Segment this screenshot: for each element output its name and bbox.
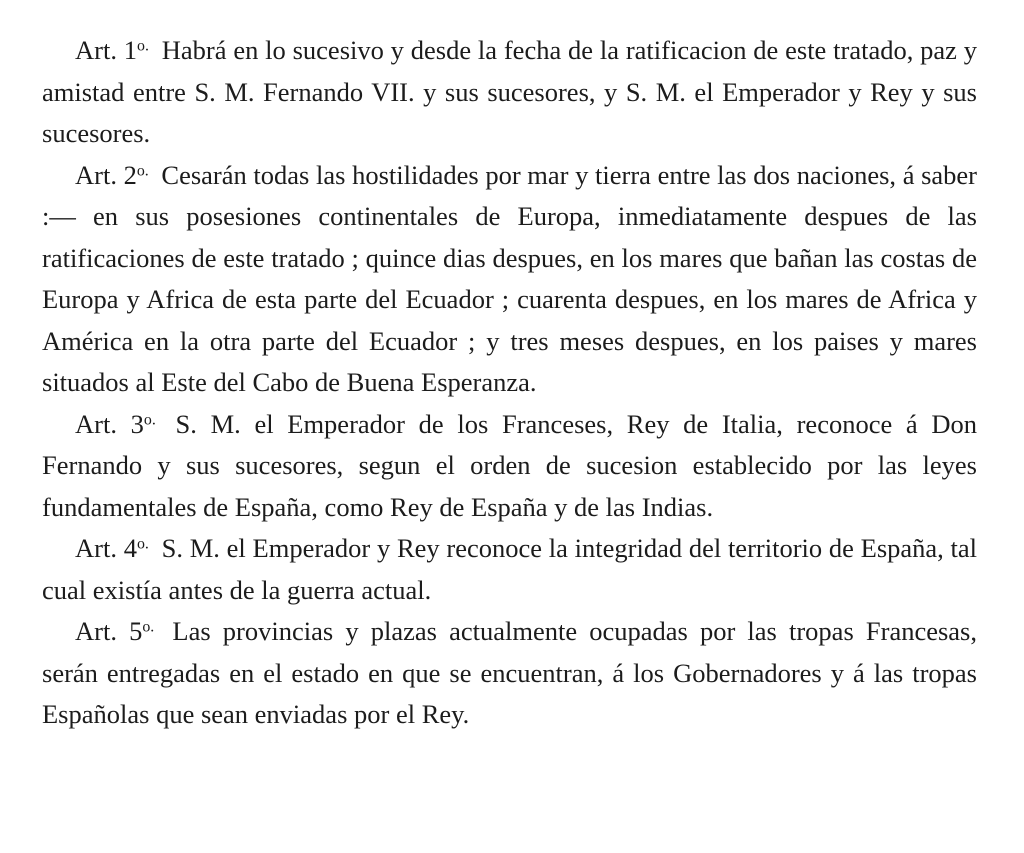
- article-number: Art. 3: [75, 408, 144, 439]
- article-number: Art. 5: [75, 616, 143, 646]
- article-label: [75, 160, 149, 190]
- article-ordinal: o.: [143, 410, 156, 428]
- article-3: [42, 404, 977, 529]
- article-label: [75, 35, 149, 65]
- article-ordinal: o.: [136, 535, 149, 553]
- article-number: Art. 4: [75, 533, 137, 563]
- article-text: Habrá en lo sucesivo y desde la fecha de la ratificacion de este tratado, paz y amistad entre S. M. Fernando VII. y sus sucesores, y S. M. el Emperador y Rey y sus sucesores.: [42, 35, 978, 148]
- article-text: S. M. el Emperador de los Franceses, Rey de Italia, reconoce á Don Fernando y sus sucesores, segun el orden de sucesion establecido por las leyes fundamentales de España, como Rey de España y de las Indias.: [42, 408, 978, 522]
- article-1: [42, 30, 977, 155]
- article-label: [75, 409, 156, 439]
- article-ordinal: o.: [142, 618, 155, 636]
- article-text: Cesarán todas las hostilidades por mar y tierra entre las dos naciones, á saber :— en sus posesiones continentales de Europa, inmediatamente despues de las ratificaciones de este tratado ; quince dias despues, en los mares que bañan las costas de Europa y Africa de esta parte del Ecuador ; cuarenta despues, en los mares de Africa y América en la otra parte del Ecuador ; y tres meses despues, en los paises y mares situados al Este del Cabo de Buena Esperanza.: [42, 159, 978, 397]
- article-4: [42, 528, 977, 611]
- article-text: Las provincias y plazas actualmente ocupadas por las tropas Francesas, serán entregadas en el estado en que se encuentran, á los Gobernadores y á las tropas Españolas que sean enviadas por el Rey.: [42, 616, 977, 729]
- article-ordinal: o.: [136, 161, 149, 179]
- article-5: [42, 611, 977, 736]
- article-number: Art. 1: [75, 35, 138, 65]
- article-text: S. M. el Emperador y Rey reconoce la integridad del territorio de España, tal cual existía antes de la guerra actual.: [42, 533, 978, 605]
- article-label: [75, 616, 154, 646]
- document-page: [42, 30, 977, 736]
- article-number: Art. 2: [75, 159, 137, 190]
- article-ordinal: o.: [137, 37, 149, 55]
- article-2: [42, 155, 977, 404]
- article-label: [75, 533, 149, 563]
